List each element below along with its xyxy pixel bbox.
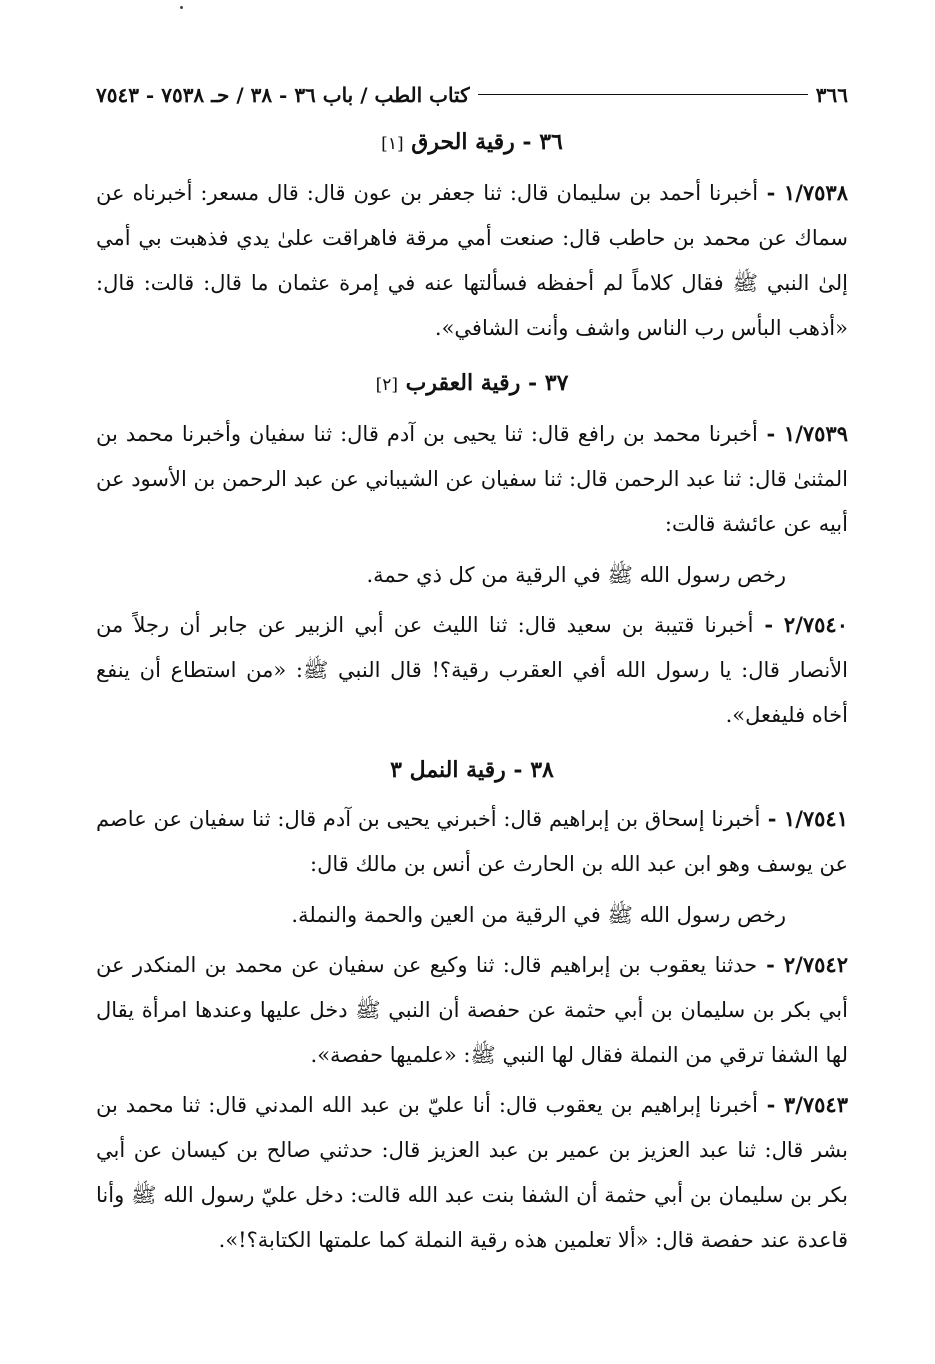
hadith-7539 — [96, 411, 848, 547]
hadith-text: أخبرنا قتيبة بن سعيد قال: ثنا الليث عن أبي الزبير عن جابر أن رجلاً من الأنصار قال: يا رسول الله أفي العقرب رقية؟! قال النبي ﷺ: «من استطاع أن ينفع أخاه فليفعل». — [96, 613, 848, 727]
hadith-text: أخبرنا محمد بن رافع قال: ثنا يحيى بن آدم قال: ثنا سفيان وأخبرنا محمد بن المثنىٰ قال: ثنا عبد الرحمن قال: ثنا سفيان عن الشيباني عن عبد الرحمن بن الأسود عن أبيه عن عائشة قالت: — [96, 422, 848, 536]
hadith-number: ١/٧٥٤١ - — [760, 806, 848, 831]
section-title-37 — [96, 365, 848, 403]
section-title-38 — [96, 752, 848, 788]
hadith-7541 — [96, 796, 848, 887]
section-title-text: ٣٧ - رقية العقرب — [405, 370, 569, 396]
hadith-text: أخبرنا إسحاق بن إبراهيم قال: أخبرني يحيى بن آدم قال: ثنا سفيان عن عاصم عن يوسف وهو ابن عبد الله بن الحارث عن أنس بن مالك قال: — [96, 807, 848, 876]
hadith-number: ٣/٧٥٤٣ - — [757, 1092, 848, 1117]
header-rule — [478, 94, 808, 95]
page-number: ٣٦٦ — [815, 83, 848, 107]
footnote-ref: [١] — [381, 134, 404, 154]
hadith-quote: رخص رسول الله ﷺ في الرقية من العين والحمة والنملة. — [291, 903, 786, 927]
hadith-quote: رخص رسول الله ﷺ في الرقية من كل ذي حمة. — [366, 563, 786, 587]
section-title-text: ٣٨ - رقية النمل ٣ — [390, 757, 554, 783]
book-page — [96, 80, 848, 1267]
scan-speck — [180, 6, 183, 9]
hadith-text: أخبرنا إبراهيم بن يعقوب قال: أنا عليّ بن عبد الله المدني قال: ثنا محمد بن بشر قال: ثنا عبد العزيز بن عمير بن عبد العزيز قال: حدثني صالح بن كيسان عن أبي بكر بن سليمان بن أبي حثمة أن الشفا بنت عبد الله قالت: دخل عليّ رسول الله ﷺ وأنا قاعدة عند حفصة قال: «ألا تعلمين هذه رقية النملة كما علمتها الكتابة؟!». — [96, 1093, 848, 1252]
hadith-7542 — [96, 942, 848, 1078]
section-title-text: ٣٦ - رقية الحرق — [411, 129, 563, 155]
hadith-7538 — [96, 170, 848, 351]
hadith-7543 — [96, 1082, 848, 1263]
hadith-number: ١/٧٥٣٨ - — [758, 180, 848, 205]
section-title-36 — [96, 124, 848, 162]
hadith-text: حدثنا يعقوب بن إبراهيم قال: ثنا وكيع عن سفيان عن محمد بن المنكدر عن أبي بكر بن سليمان بن أبي حثمة عن حفصة أن النبي ﷺ دخل عليها وعندها امرأة يقال لها الشفا ترقي من النملة فقال لها النبي ﷺ: «علميها حفصة». — [96, 953, 848, 1067]
hadith-text: أخبرنا أحمد بن سليمان قال: ثنا جعفر بن عون قال: قال مسعر: أخبرناه عن سماك عن محمد بن حاطب قال: صنعت أمي مرقة فاهراقت علىٰ يدي فذهبت بي أمي إلىٰ النبي ﷺ فقال كلاماً لم أحفظه فسألتها عنه في إمرة عثمان ما قال: قالت: قال: «أذهب البأس رب الناس واشف وأنت الشافي». — [96, 181, 848, 340]
hadith-number: ٢/٧٥٤٠ - — [753, 612, 848, 637]
hadith-7540 — [96, 602, 848, 738]
footnote-ref: [٢] — [375, 375, 398, 395]
hadith-number: ٢/٧٥٤٢ - — [757, 952, 848, 977]
running-header — [96, 80, 848, 110]
running-title: كتاب الطب / باب ٣٦ - ٣٨ / حـ ٧٥٣٨ - ٧٥٤٣ — [96, 83, 470, 107]
hadith-number: ١/٧٥٣٩ - — [757, 421, 848, 446]
